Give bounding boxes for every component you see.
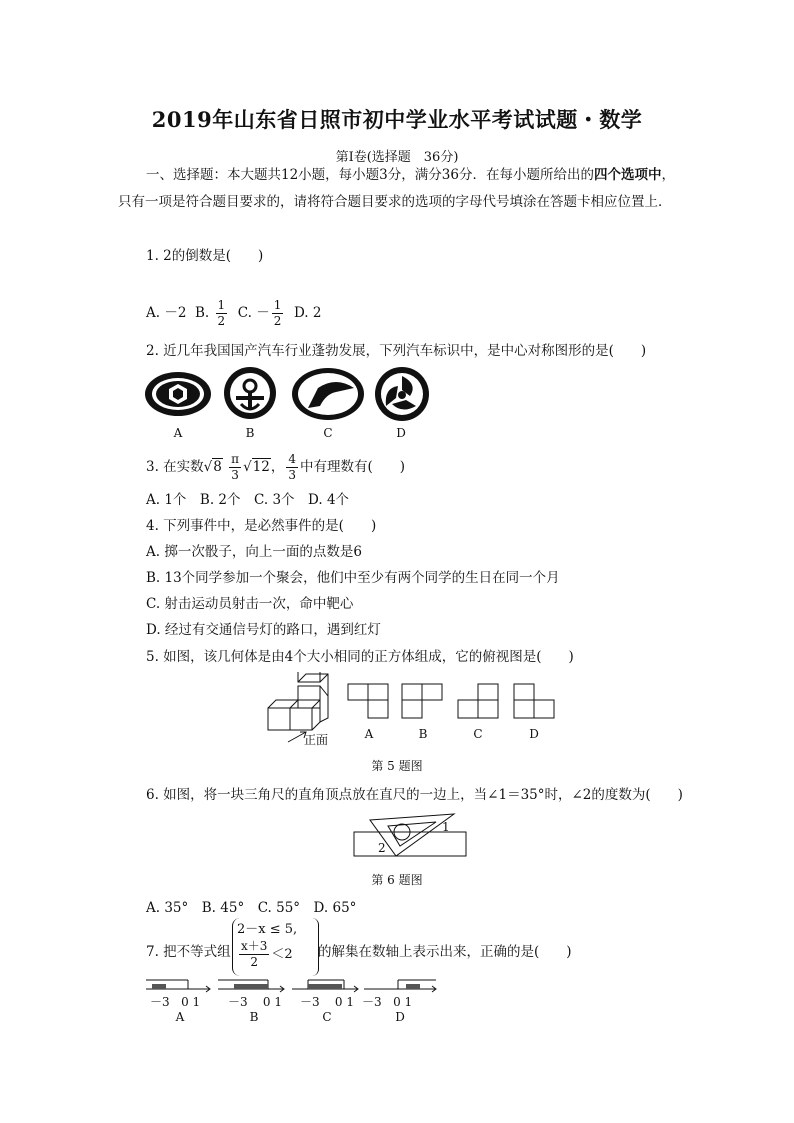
q7-ticks-c xyxy=(300,993,354,1010)
numberline-c-icon xyxy=(292,980,358,992)
q1-stem: 1. 2的倒数是( ) xyxy=(146,248,264,264)
q3-root-1: 8 xyxy=(213,459,222,475)
tick-0-1: 0 1 xyxy=(334,995,354,1009)
q5-caption: 第 5 题图 xyxy=(371,759,423,773)
frac-den: 3 xyxy=(288,468,296,482)
q2-logos xyxy=(140,366,440,424)
q2-label-d: D xyxy=(396,426,406,440)
tick-minus-3: －3 xyxy=(362,995,382,1009)
q7-label-b: B xyxy=(249,1010,259,1024)
q2-stem: 2. 近几年我国国产汽车行业蓬勃发展，下列汽车标识中，是中心对称图形的是( ) xyxy=(146,343,647,359)
q5-front-label: 正面 xyxy=(303,733,328,747)
tick-minus-3: －3 xyxy=(300,995,320,1009)
q6-angle-2: 2 xyxy=(378,841,386,855)
q1-option-d: D. 2 xyxy=(293,305,322,321)
view-b-icon xyxy=(402,684,442,718)
section-heading: 第Ⅰ卷(选择题 36分) xyxy=(335,150,459,165)
q7-ticks-d xyxy=(362,993,412,1010)
q5-label-b: B xyxy=(418,727,428,741)
q7-label-d: D xyxy=(395,1010,405,1024)
q1-option-a: A. －2 xyxy=(146,305,187,321)
q3-fraction xyxy=(286,452,298,483)
instructions-bold: 四个选项中 xyxy=(593,167,662,183)
tick-0-1: 0 1 xyxy=(181,995,201,1009)
q3-options: A. 1个 B. 2个 C. 3个 D. 4个 xyxy=(146,492,350,508)
q4-option-d: D. 经过有交通信号灯的路口，遇到红灯 xyxy=(146,622,381,638)
tick-0-1: 0 1 xyxy=(393,995,413,1009)
page-title: 2019年山东省日照市初中学业水平考试试题・数学 xyxy=(151,107,643,132)
q5-label-a: A xyxy=(364,727,374,741)
frac-num: 4 xyxy=(288,452,296,466)
q1-option-c: C. － xyxy=(237,305,270,321)
q7-ticks-a xyxy=(150,993,200,1010)
logo-b-icon xyxy=(224,367,276,419)
q7-rel: ＜2 xyxy=(271,947,293,962)
view-c-icon xyxy=(458,684,498,718)
q6-options: A. 35° B. 45° C. 55° D. 65° xyxy=(146,900,357,916)
q7-label-a: A xyxy=(175,1010,185,1024)
q2-label-b: B xyxy=(245,426,255,440)
numberline-a-icon xyxy=(146,980,210,992)
tick-minus-3: －3 xyxy=(228,995,248,1009)
q1-option-b: B. xyxy=(195,305,210,321)
q2-label-a: A xyxy=(173,426,183,440)
q7-label-c: C xyxy=(322,1010,332,1024)
frac-num: π xyxy=(231,452,240,466)
q4-option-c: C. 射击运动员射击一次，命中靶心 xyxy=(146,596,354,612)
q7-line-2 xyxy=(237,939,317,970)
view-d-icon xyxy=(514,684,554,718)
frac-den: 2 xyxy=(250,955,259,969)
frac-num: 1 xyxy=(217,298,226,312)
q3-stem-a: 3. 在实数 xyxy=(146,459,204,475)
q2-label-c: C xyxy=(323,426,333,440)
q4-stem: 4. 下列事件中，是必然事件的是( ) xyxy=(146,518,377,534)
q3-stem: 3. 在实数√8 $\frac{\pi}{3}$ √12， $\frac{4}{3}$ 中有理数有( ) xyxy=(146,452,406,482)
view-a-icon xyxy=(348,684,388,718)
q7-system xyxy=(232,918,317,976)
q6-angle-1: 1 xyxy=(442,820,450,834)
q3-stem-b: 中有理数有( ) xyxy=(300,459,406,475)
instructions-text-a: 一、选择题：本大题共12小题，每小题3分，满分36分．在每小题所给出的 xyxy=(146,167,594,183)
logo-c-icon xyxy=(292,368,364,420)
q7-stem-a: 7. 把不等式组 xyxy=(146,944,231,960)
q7-line-1: 2－x ≤ 5, xyxy=(237,922,298,937)
q1-option-c-fraction xyxy=(272,298,284,329)
q5-stem: 5. 如图，该几何体是由4个大小相同的正方体组成，它的俯视图是( ) xyxy=(146,649,574,665)
q6-stem: 6. 如图，将一块三角尺的直角顶点放在直尺的一边上，当∠1＝35°时，∠2的度数为( ) xyxy=(146,787,683,803)
tick-0-1: 0 1 xyxy=(262,995,282,1009)
q7-fraction xyxy=(239,939,269,970)
frac-den: 2 xyxy=(273,314,282,328)
q5-label-d: D xyxy=(529,727,539,741)
q6-caption: 第 6 题图 xyxy=(371,873,423,887)
q7-stem-b: 的解集在数轴上表示出来，正确的是( ) xyxy=(318,944,572,960)
tick-minus-3: －3 xyxy=(150,995,170,1009)
q7-ticks-b xyxy=(228,993,282,1010)
logo-d-icon xyxy=(375,367,429,421)
q4-option-b: B. 13个同学参加一个聚会，他们中至少有两个同学的生日在同一个月 xyxy=(146,570,560,586)
logo-a-icon xyxy=(145,372,211,416)
frac-den: 2 xyxy=(217,314,226,328)
numberline-b-icon xyxy=(218,980,284,992)
q5-label-c: C xyxy=(473,727,483,741)
instructions-text-b: ，只有一项是符合题目要求的，请将符合题目要求的选项的字母代号填涂在答题卡相应位置上． xyxy=(118,167,675,210)
instructions xyxy=(118,162,678,215)
numberline-d-icon xyxy=(364,980,436,992)
q6-figure xyxy=(350,812,474,862)
q1-option-b-fraction xyxy=(216,298,228,329)
frac-den: 3 xyxy=(231,468,239,482)
frac-num: x＋3 xyxy=(241,939,268,953)
ruler-icon xyxy=(354,832,466,856)
q1-options xyxy=(146,298,321,329)
q3-pi-fraction xyxy=(229,452,241,483)
q3-root-2: 12 xyxy=(252,459,270,475)
q4-option-a: A. 掷一次骰子，向上一面的点数是6 xyxy=(146,544,362,560)
frac-num: 1 xyxy=(273,298,282,312)
